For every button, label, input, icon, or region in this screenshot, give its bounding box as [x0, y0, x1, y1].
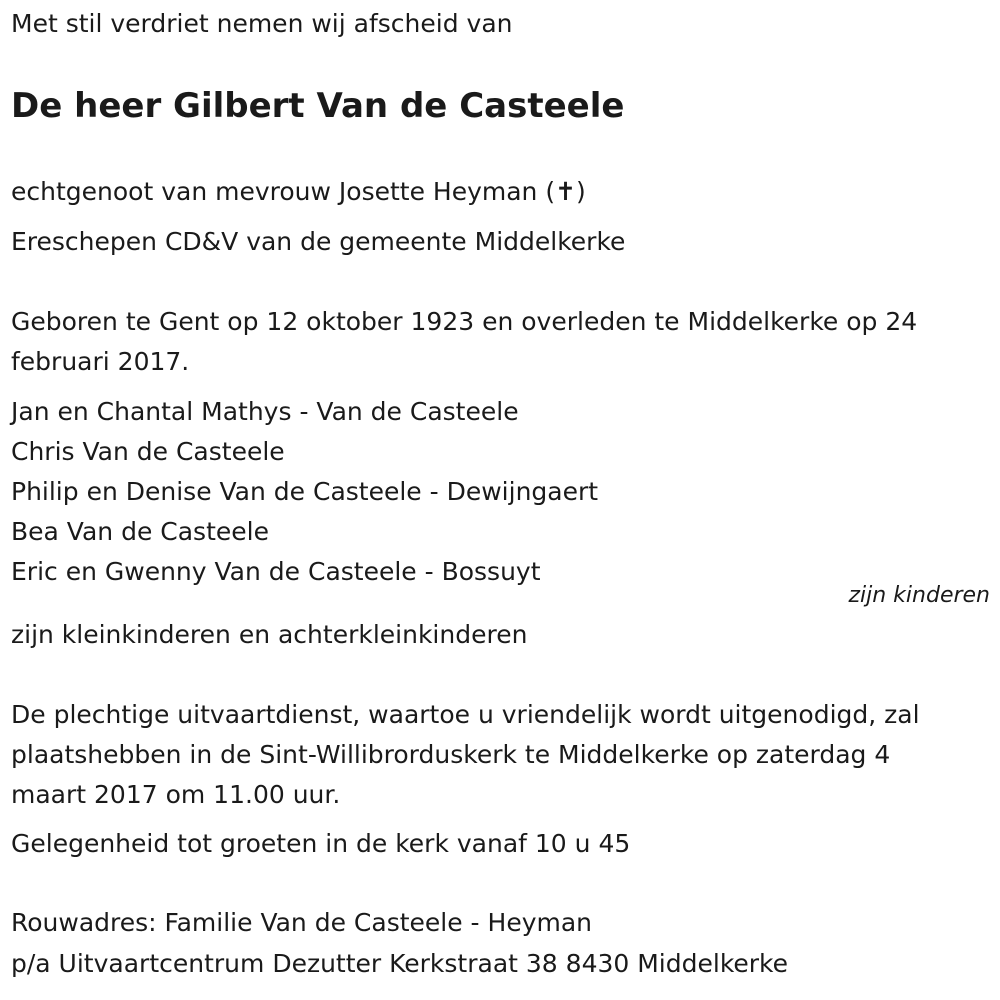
- child-entry: Philip en Denise Van de Casteele - Dewijngaert: [11, 477, 599, 506]
- spouse-line: echtgenoot van mevrouw Josette Heyman (✝): [11, 177, 586, 206]
- child-entry: Eric en Gwenny Van de Casteele - Bossuyt: [11, 557, 541, 586]
- children-label: zijn kinderen: [848, 583, 990, 608]
- condolence-line: Gelegenheid tot groeten in de kerk vanaf 10 u 45: [11, 829, 631, 858]
- birth-death-line-2: februari 2017.: [11, 347, 190, 376]
- child-entry: Chris Van de Casteele: [11, 437, 285, 466]
- child-entry: Bea Van de Casteele: [11, 517, 269, 546]
- address-line-2: p/a Uitvaartcentrum Dezutter Kerkstraat 38 8430 Middelkerke: [11, 949, 789, 978]
- service-line-3: maart 2017 om 11.00 uur.: [11, 780, 341, 809]
- service-line-2: plaatshebben in de Sint-Willibrorduskerk te Middelkerke op zaterdag 4: [11, 740, 891, 769]
- intro-text: Met stil verdriet nemen wij afscheid van: [11, 9, 513, 38]
- service-line-1: De plechtige uitvaartdienst, waartoe u vriendelijk wordt uitgenodigd, zal: [11, 700, 920, 729]
- deceased-name: De heer Gilbert Van de Casteele: [11, 86, 625, 126]
- birth-death-line-1: Geboren te Gent op 12 oktober 1923 en overleden te Middelkerke op 24: [11, 307, 918, 336]
- address-line-1: Rouwadres: Familie Van de Casteele - Heyman: [11, 908, 593, 937]
- role-line: Ereschepen CD&V van de gemeente Middelkerke: [11, 227, 626, 256]
- grandchildren-line: zijn kleinkinderen en achterkleinkinderen: [11, 620, 528, 649]
- child-entry: Jan en Chantal Mathys - Van de Casteele: [11, 397, 519, 426]
